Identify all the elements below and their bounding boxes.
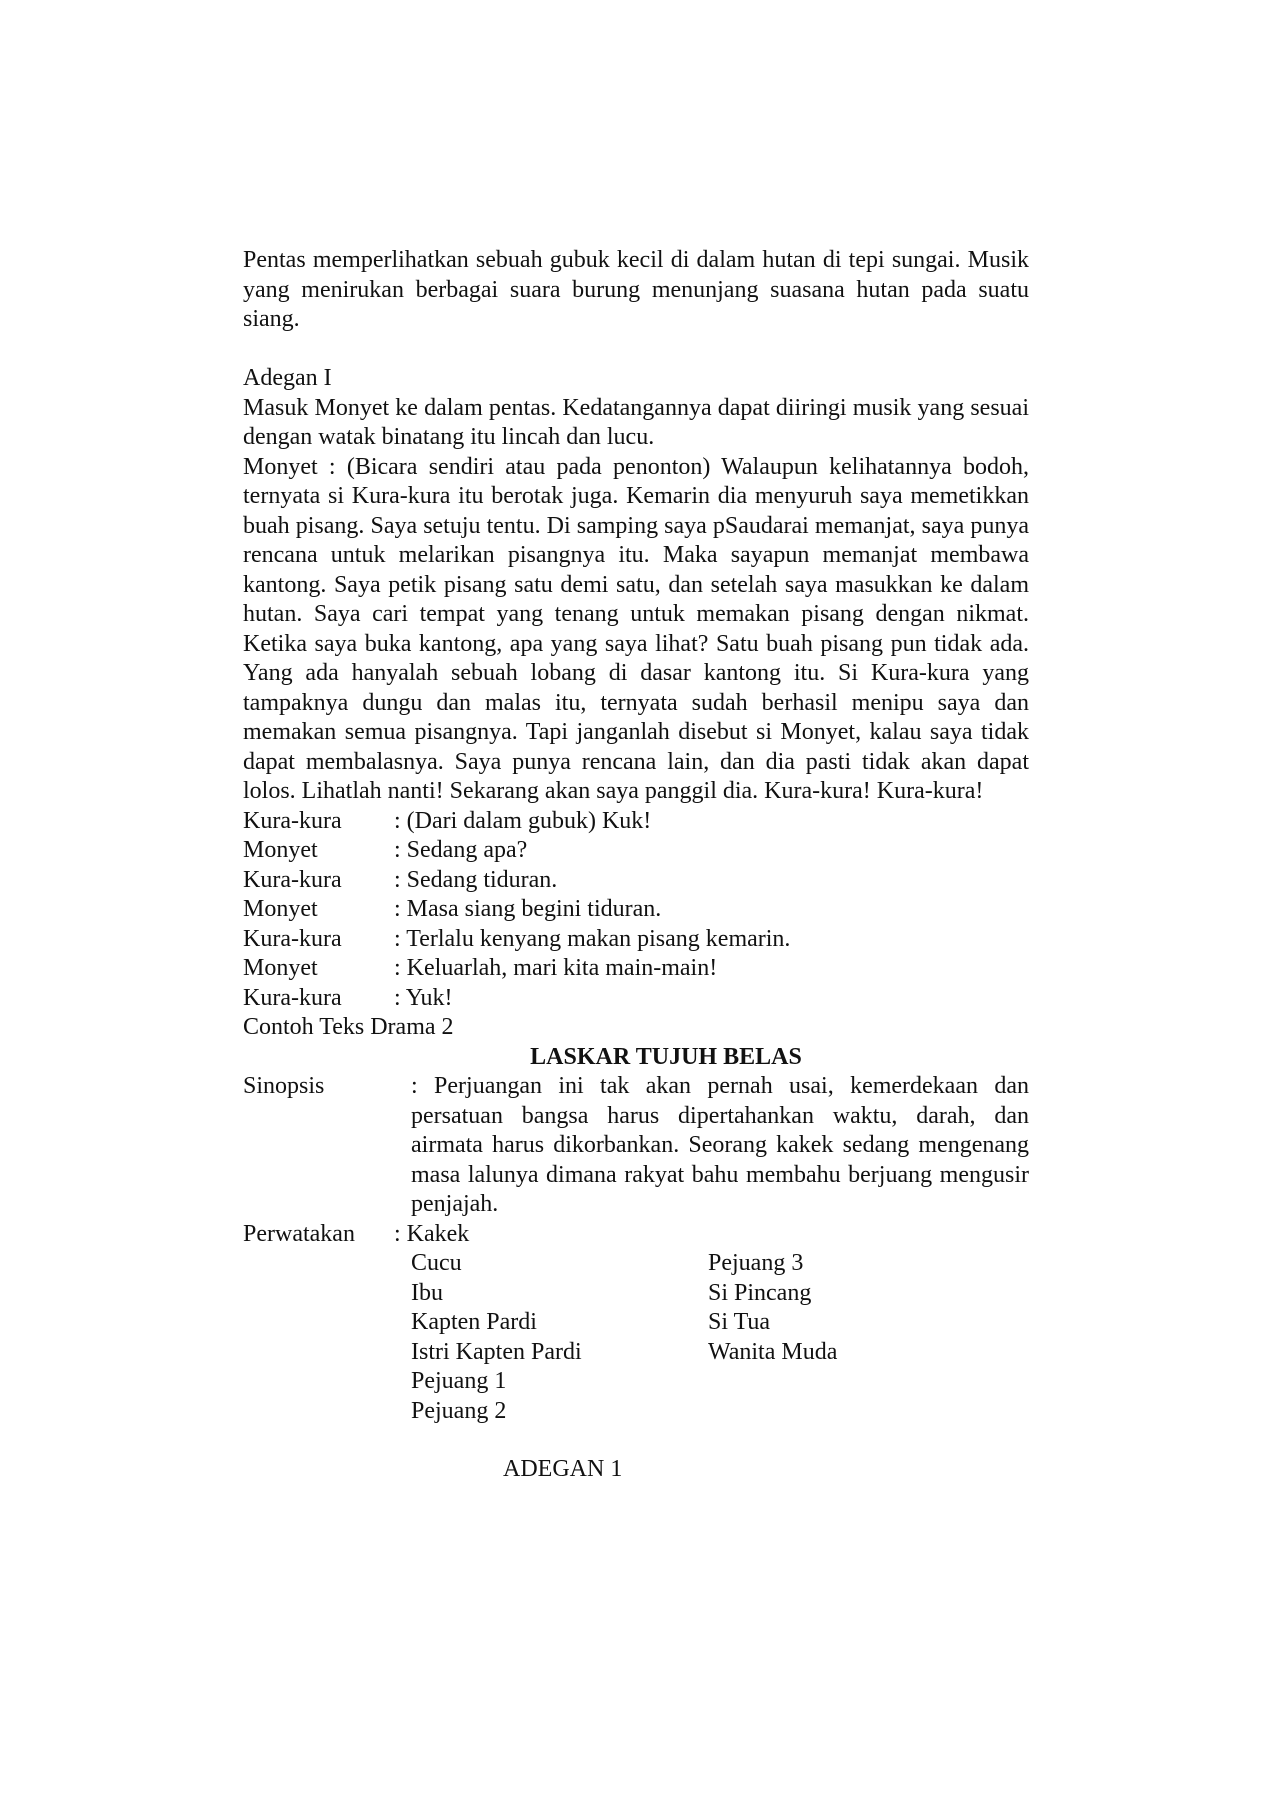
cast-header bbox=[243, 1220, 1029, 1250]
scene-heading: Adegan I bbox=[243, 365, 332, 391]
cast-list bbox=[243, 1249, 1029, 1426]
drama-title: LASKAR TUJUH BELAS bbox=[530, 1043, 802, 1070]
line: : Sedang apa? bbox=[394, 837, 528, 863]
speaker: Monyet bbox=[243, 955, 318, 981]
cast-first: : Kakek bbox=[394, 1220, 470, 1247]
speaker: Kura-kura bbox=[243, 984, 342, 1011]
cast-item: Pejuang 2 bbox=[411, 1397, 507, 1424]
stage-direction: Masuk Monyet ke dalam pentas. Kedatangannya dapat diiringi musik yang sesuai dengan watak binatang itu lincah dan lucu. bbox=[243, 394, 1029, 450]
cast-column-1 bbox=[411, 1249, 708, 1426]
synopsis bbox=[243, 1072, 1029, 1220]
dialogue-line bbox=[243, 895, 1029, 925]
speaker: Kura-kura bbox=[243, 807, 342, 834]
cast-item: Si Pincang bbox=[708, 1279, 812, 1306]
drama2-label: Contoh Teks Drama 2 bbox=[243, 1014, 454, 1040]
speaker: Kura-kura bbox=[243, 866, 342, 893]
dialogue-line bbox=[243, 807, 1029, 837]
dialogue-line bbox=[243, 984, 1029, 1014]
spacer bbox=[243, 335, 1029, 365]
cast-item: Wanita Muda bbox=[708, 1338, 838, 1365]
dialogue-line bbox=[243, 954, 1029, 984]
line: : (Dari dalam gubuk) Kuk! bbox=[394, 807, 652, 834]
dialogue-line bbox=[243, 866, 1029, 896]
line: : Yuk! bbox=[394, 984, 453, 1011]
cast-item: Cucu bbox=[411, 1250, 462, 1276]
speaker: Monyet bbox=[243, 837, 318, 863]
cast-item: Si Tua bbox=[708, 1309, 771, 1335]
text-column bbox=[243, 246, 1029, 1485]
cast-item: Kapten Pardi bbox=[411, 1309, 537, 1335]
cast-item: Pejuang 3 bbox=[708, 1250, 804, 1276]
cast-item: Pejuang 1 bbox=[411, 1368, 507, 1394]
synopsis-text: : Perjuangan ini tak akan pernah usai, kemerdekaan dan persatuan bangsa harus dipertahankan waktu, darah, dan airmata harus dikorbankan. Seorang kakek sedang mengenang masa lalunya dimana rakyat bahu membahu berjuang mengusir penjajah. bbox=[411, 1073, 1029, 1217]
cast-item: Istri Kapten Pardi bbox=[411, 1338, 582, 1365]
cast-column-2 bbox=[708, 1249, 1008, 1426]
speaker: Monyet bbox=[243, 896, 318, 922]
cast-item: Ibu bbox=[411, 1279, 443, 1306]
dialogue-list bbox=[243, 807, 1029, 1014]
line: : Keluarlah, mari kita main-main! bbox=[394, 955, 718, 981]
intro-paragraph: Pentas memperlihatkan sebuah gubuk kecil di dalam hutan di tepi sungai. Musik yang menirukan berbagai suara burung menunjang suasana hutan pada suatu siang. bbox=[243, 247, 1029, 332]
monolog-paragraph: Monyet : (Bicara sendiri atau pada penonton) Walaupun kelihatannya bodoh, ternyata si Kura-kura itu berotak juga. Kemarin dia menyuruh saya memetikkan buah pisang. Saya setuju tentu. Di samping saya pSaudarai memanjat, saya punya rencana untuk melarikan pisangnya itu. Maka sayapun memanjat membawa kantong. Saya petik pisang satu demi satu, dan setelah saya masukkan ke dalam hutan. Saya cari tempat yang tenang untuk memakan pisang dengan nikmat. Ketika saya buka kantong, apa yang saya lihat? Satu buah pisang pun tidak ada. Yang ada hanyalah sebuah lobang di dasar kantong itu. Si Kura-kura yang tampaknya dungu dan malas itu, ternyata sudah berhasil menipu saya dan memakan semua pisangnya. Tapi janganlah disebut si Monyet, kalau saya tidak dapat membalasnya. Saya punya rencana lain, dan dia pasti tidak akan dapat lolos. Lihatlah nanti! Sekarang akan saya panggil dia. Kura-kura! Kura-kura! bbox=[243, 453, 1029, 804]
cast-label: Perwatakan bbox=[243, 1220, 355, 1247]
dialogue-line bbox=[243, 836, 1029, 866]
speaker: Kura-kura bbox=[243, 925, 342, 952]
line: : Masa siang begini tiduran. bbox=[394, 896, 662, 922]
line: : Terlalu kenyang makan pisang kemarin. bbox=[394, 925, 791, 952]
scene-1-heading: ADEGAN 1 bbox=[503, 1456, 623, 1482]
line: : Sedang tiduran. bbox=[394, 866, 558, 893]
dialogue-line bbox=[243, 925, 1029, 955]
synopsis-label: Sinopsis bbox=[243, 1073, 325, 1099]
